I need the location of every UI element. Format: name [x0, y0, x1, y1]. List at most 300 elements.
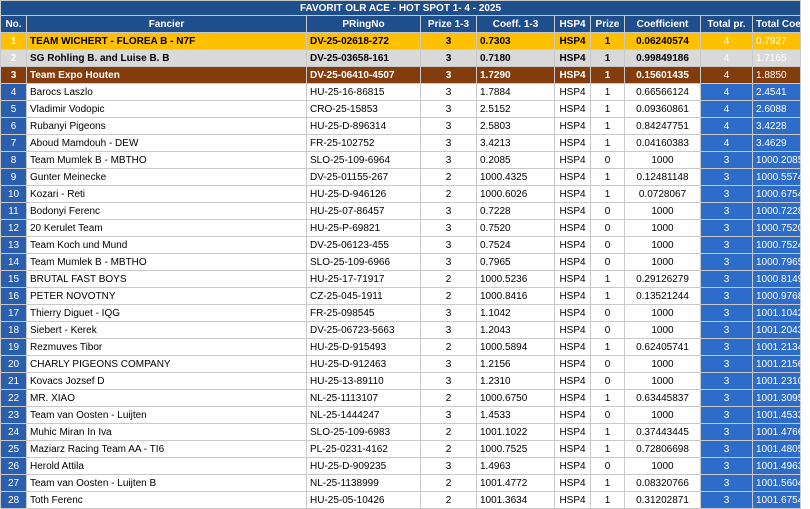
table-row — [1, 152, 801, 169]
table-row — [1, 458, 801, 475]
cell-prize: 1 — [591, 390, 625, 407]
cell-fancier: Team van Oosten - Luijten — [27, 407, 307, 424]
cell-total-coeff: 3.4629 — [753, 135, 801, 152]
cell-coeff-1-3: 1.4533 — [477, 407, 555, 424]
cell-no: 16 — [1, 288, 27, 305]
cell-prize-1-3: 3 — [421, 118, 477, 135]
cell-fancier: Maziarz Racing Team AA - TI6 — [27, 441, 307, 458]
cell-hsp4: HSP4 — [555, 356, 591, 373]
cell-total-coeff: 0.7927 — [753, 33, 801, 50]
cell-coeff-1-3: 2.5152 — [477, 101, 555, 118]
cell-prize: 1 — [591, 441, 625, 458]
cell-ringno: HU-25-13-89110 — [307, 373, 421, 390]
table-row — [1, 441, 801, 458]
cell-total-prize: 3 — [701, 152, 753, 169]
cell-ringno: HU-25-D-896314 — [307, 118, 421, 135]
cell-ringno: HU-25-D-912463 — [307, 356, 421, 373]
cell-total-prize: 3 — [701, 169, 753, 186]
cell-fancier: Team Mumlek B - MBTHO — [27, 152, 307, 169]
table-row — [1, 203, 801, 220]
cell-coeff-1-3: 1000.5236 — [477, 271, 555, 288]
cell-prize: 1 — [591, 169, 625, 186]
cell-hsp4: HSP4 — [555, 186, 591, 203]
cell-no: 24 — [1, 424, 27, 441]
table-row — [1, 407, 801, 424]
cell-prize: 1 — [591, 118, 625, 135]
cell-coefficient: 1000 — [625, 203, 701, 220]
cell-coefficient: 1000 — [625, 237, 701, 254]
cell-fancier: BRUTAL FAST BOYS — [27, 271, 307, 288]
cell-fancier: Team Mumlek B - MBTHO — [27, 254, 307, 271]
cell-total-coeff: 1001.4963 — [753, 458, 801, 475]
cell-coeff-1-3: 0.7303 — [477, 33, 555, 50]
cell-fancier: Team van Oosten - Luijten B — [27, 475, 307, 492]
cell-prize-1-3: 3 — [421, 458, 477, 475]
cell-no: 15 — [1, 271, 27, 288]
cell-prize: 1 — [591, 271, 625, 288]
cell-coefficient: 0.09360861 — [625, 101, 701, 118]
cell-ringno: DV-25-06410-4507 — [307, 67, 421, 84]
cell-fancier: Kozari - Reti — [27, 186, 307, 203]
cell-coefficient: 1000 — [625, 322, 701, 339]
cell-coeff-1-3: 0.2085 — [477, 152, 555, 169]
cell-hsp4: HSP4 — [555, 254, 591, 271]
cell-prize-1-3: 3 — [421, 203, 477, 220]
cell-prize: 1 — [591, 475, 625, 492]
cell-prize-1-3: 3 — [421, 373, 477, 390]
cell-total-prize: 4 — [701, 135, 753, 152]
cell-total-coeff: 1.8850 — [753, 67, 801, 84]
cell-total-prize: 3 — [701, 356, 753, 373]
header-no: No. — [1, 16, 27, 33]
cell-coeff-1-3: 1000.8416 — [477, 288, 555, 305]
cell-hsp4: HSP4 — [555, 441, 591, 458]
cell-coeff-1-3: 0.7524 — [477, 237, 555, 254]
cell-total-coeff: 1000.7228 — [753, 203, 801, 220]
cell-prize: 0 — [591, 356, 625, 373]
cell-total-prize: 4 — [701, 33, 753, 50]
cell-coeff-1-3: 2.5803 — [477, 118, 555, 135]
table-row — [1, 390, 801, 407]
cell-coefficient: 0.31202871 — [625, 492, 701, 509]
cell-coeff-1-3: 1000.7525 — [477, 441, 555, 458]
header-total-coeff: Total Coeff. — [753, 16, 801, 33]
cell-total-prize: 3 — [701, 407, 753, 424]
cell-coefficient: 0.15601435 — [625, 67, 701, 84]
cell-prize-1-3: 2 — [421, 424, 477, 441]
cell-coeff-1-3: 0.7965 — [477, 254, 555, 271]
cell-ringno: CZ-25-045-1911 — [307, 288, 421, 305]
cell-total-prize: 3 — [701, 390, 753, 407]
cell-total-coeff: 1001.2310 — [753, 373, 801, 390]
cell-prize-1-3: 2 — [421, 441, 477, 458]
cell-ringno: HU-25-D-946126 — [307, 186, 421, 203]
cell-prize-1-3: 3 — [421, 254, 477, 271]
cell-fancier: SG Rohling B. and Luise B. B — [27, 50, 307, 67]
cell-ringno: HU-25-D-915493 — [307, 339, 421, 356]
cell-no: 18 — [1, 322, 27, 339]
cell-prize: 1 — [591, 424, 625, 441]
cell-coeff-1-3: 1000.5894 — [477, 339, 555, 356]
cell-coeff-1-3: 1.4963 — [477, 458, 555, 475]
table-row — [1, 305, 801, 322]
table-row — [1, 254, 801, 271]
cell-coeff-1-3: 1000.6026 — [477, 186, 555, 203]
cell-total-prize: 3 — [701, 373, 753, 390]
cell-no: 2 — [1, 50, 27, 67]
cell-prize-1-3: 3 — [421, 101, 477, 118]
cell-no: 10 — [1, 186, 27, 203]
cell-coefficient: 1000 — [625, 458, 701, 475]
cell-coefficient: 0.62405741 — [625, 339, 701, 356]
cell-prize: 1 — [591, 492, 625, 509]
cell-total-prize: 4 — [701, 84, 753, 101]
cell-hsp4: HSP4 — [555, 84, 591, 101]
cell-prize-1-3: 3 — [421, 220, 477, 237]
cell-coefficient: 1000 — [625, 407, 701, 424]
cell-no: 4 — [1, 84, 27, 101]
cell-total-prize: 3 — [701, 458, 753, 475]
table-row — [1, 169, 801, 186]
cell-no: 8 — [1, 152, 27, 169]
cell-coefficient: 0.13521244 — [625, 288, 701, 305]
cell-prize-1-3: 3 — [421, 50, 477, 67]
cell-total-prize: 3 — [701, 203, 753, 220]
cell-hsp4: HSP4 — [555, 101, 591, 118]
cell-total-coeff: 1001.1042 — [753, 305, 801, 322]
cell-total-coeff: 1001.2156 — [753, 356, 801, 373]
cell-no: 26 — [1, 458, 27, 475]
header-prize: Prize — [591, 16, 625, 33]
cell-prize-1-3: 3 — [421, 33, 477, 50]
cell-ringno: PL-25-0231-4162 — [307, 441, 421, 458]
table-row — [1, 101, 801, 118]
cell-coefficient: 0.29126279 — [625, 271, 701, 288]
cell-prize: 0 — [591, 407, 625, 424]
cell-fancier: Muhic Miran In Iva — [27, 424, 307, 441]
cell-coefficient: 0.08320766 — [625, 475, 701, 492]
cell-coefficient: 0.04160383 — [625, 135, 701, 152]
table-row — [1, 67, 801, 84]
table-row — [1, 424, 801, 441]
cell-hsp4: HSP4 — [555, 322, 591, 339]
cell-hsp4: HSP4 — [555, 118, 591, 135]
cell-total-prize: 3 — [701, 186, 753, 203]
cell-total-coeff: 1000.7965 — [753, 254, 801, 271]
cell-total-prize: 3 — [701, 271, 753, 288]
table-row — [1, 118, 801, 135]
cell-ringno: HU-25-05-10426 — [307, 492, 421, 509]
cell-total-coeff: 1000.7524 — [753, 237, 801, 254]
cell-coefficient: 0.0728067 — [625, 186, 701, 203]
cell-prize-1-3: 3 — [421, 152, 477, 169]
cell-total-prize: 3 — [701, 288, 753, 305]
cell-total-coeff: 1001.4766 — [753, 424, 801, 441]
cell-coefficient: 0.66566124 — [625, 84, 701, 101]
cell-no: 13 — [1, 237, 27, 254]
cell-no: 9 — [1, 169, 27, 186]
header-fancier: Fancier — [27, 16, 307, 33]
cell-fancier: Toth Ferenc — [27, 492, 307, 509]
cell-coefficient: 0.37443445 — [625, 424, 701, 441]
cell-no: 25 — [1, 441, 27, 458]
cell-total-coeff: 1001.4533 — [753, 407, 801, 424]
cell-total-coeff: 3.4228 — [753, 118, 801, 135]
cell-hsp4: HSP4 — [555, 373, 591, 390]
cell-ringno: FR-25-102752 — [307, 135, 421, 152]
table-row — [1, 271, 801, 288]
cell-ringno: HU-25-P-69821 — [307, 220, 421, 237]
cell-no: 5 — [1, 101, 27, 118]
cell-total-coeff: 1.7165 — [753, 50, 801, 67]
cell-coeff-1-3: 1.2310 — [477, 373, 555, 390]
cell-coeff-1-3: 1.1042 — [477, 305, 555, 322]
cell-prize: 0 — [591, 458, 625, 475]
cell-no: 1 — [1, 33, 27, 50]
sheet-title: FAVORIT OLR ACE - HOT SPOT 1- 4 - 2025 — [1, 1, 801, 16]
cell-prize-1-3: 3 — [421, 356, 477, 373]
cell-ringno: SLO-25-109-6983 — [307, 424, 421, 441]
cell-fancier: Barocs Laszlo — [27, 84, 307, 101]
table-row — [1, 84, 801, 101]
cell-hsp4: HSP4 — [555, 390, 591, 407]
cell-hsp4: HSP4 — [555, 169, 591, 186]
cell-prize-1-3: 2 — [421, 169, 477, 186]
cell-prize-1-3: 2 — [421, 186, 477, 203]
cell-total-prize: 3 — [701, 339, 753, 356]
cell-fancier: Gunter Meinecke — [27, 169, 307, 186]
cell-prize-1-3: 3 — [421, 237, 477, 254]
cell-fancier: MR. XIAO — [27, 390, 307, 407]
cell-hsp4: HSP4 — [555, 67, 591, 84]
cell-prize: 0 — [591, 373, 625, 390]
cell-no: 21 — [1, 373, 27, 390]
cell-coefficient: 1000 — [625, 356, 701, 373]
cell-no: 20 — [1, 356, 27, 373]
cell-fancier: Rubanyi Pigeons — [27, 118, 307, 135]
cell-ringno: NL-25-1138999 — [307, 475, 421, 492]
cell-coeff-1-3: 1.7290 — [477, 67, 555, 84]
cell-hsp4: HSP4 — [555, 135, 591, 152]
cell-prize: 0 — [591, 237, 625, 254]
cell-hsp4: HSP4 — [555, 50, 591, 67]
cell-no: 6 — [1, 118, 27, 135]
cell-coefficient: 1000 — [625, 305, 701, 322]
cell-hsp4: HSP4 — [555, 305, 591, 322]
cell-no: 7 — [1, 135, 27, 152]
cell-hsp4: HSP4 — [555, 424, 591, 441]
cell-coefficient: 0.72806698 — [625, 441, 701, 458]
cell-total-coeff: 1001.4805 — [753, 441, 801, 458]
table-row — [1, 475, 801, 492]
cell-ringno: HU-25-16-86815 — [307, 84, 421, 101]
cell-coeff-1-3: 1.7884 — [477, 84, 555, 101]
cell-prize-1-3: 2 — [421, 271, 477, 288]
cell-prize: 0 — [591, 322, 625, 339]
cell-ringno: DV-25-02618-272 — [307, 33, 421, 50]
cell-total-coeff: 1000.7520 — [753, 220, 801, 237]
cell-total-prize: 4 — [701, 67, 753, 84]
cell-total-prize: 3 — [701, 492, 753, 509]
table-row — [1, 237, 801, 254]
cell-fancier: TEAM WICHERT - FLOREA B - N7F — [27, 33, 307, 50]
cell-coefficient: 0.06240574 — [625, 33, 701, 50]
cell-prize-1-3: 2 — [421, 288, 477, 305]
table-row — [1, 356, 801, 373]
cell-ringno: HU-25-D-909235 — [307, 458, 421, 475]
cell-coeff-1-3: 1001.4772 — [477, 475, 555, 492]
cell-total-coeff: 2.6088 — [753, 101, 801, 118]
cell-prize-1-3: 3 — [421, 407, 477, 424]
cell-total-prize: 4 — [701, 101, 753, 118]
cell-coefficient: 1000 — [625, 152, 701, 169]
cell-fancier: Kovacs Jozsef D — [27, 373, 307, 390]
cell-total-coeff: 1000.2085 — [753, 152, 801, 169]
cell-hsp4: HSP4 — [555, 203, 591, 220]
cell-ringno: NL-25-1444247 — [307, 407, 421, 424]
cell-fancier: PETER NOVOTNY — [27, 288, 307, 305]
header-row — [1, 16, 801, 33]
table-row — [1, 220, 801, 237]
table-row — [1, 33, 801, 50]
cell-total-coeff: 1001.5604 — [753, 475, 801, 492]
cell-total-coeff: 1000.5574 — [753, 169, 801, 186]
cell-prize-1-3: 2 — [421, 492, 477, 509]
cell-coeff-1-3: 1001.1022 — [477, 424, 555, 441]
cell-ringno: HU-25-17-71917 — [307, 271, 421, 288]
cell-fancier: Team Expo Houten — [27, 67, 307, 84]
cell-fancier: Bodonyi Ferenc — [27, 203, 307, 220]
header-ringno: PRingNo — [307, 16, 421, 33]
cell-prize: 1 — [591, 339, 625, 356]
cell-fancier: Vladimir Vodopic — [27, 101, 307, 118]
cell-prize: 1 — [591, 186, 625, 203]
cell-fancier: Herold Attila — [27, 458, 307, 475]
cell-prize-1-3: 3 — [421, 322, 477, 339]
cell-prize-1-3: 3 — [421, 135, 477, 152]
cell-no: 12 — [1, 220, 27, 237]
cell-hsp4: HSP4 — [555, 475, 591, 492]
cell-hsp4: HSP4 — [555, 458, 591, 475]
table-row — [1, 186, 801, 203]
cell-coefficient: 0.63445837 — [625, 390, 701, 407]
cell-coeff-1-3: 1.2043 — [477, 322, 555, 339]
cell-coeff-1-3: 1000.4325 — [477, 169, 555, 186]
cell-total-prize: 4 — [701, 118, 753, 135]
cell-no: 28 — [1, 492, 27, 509]
cell-total-coeff: 1000.9768 — [753, 288, 801, 305]
cell-total-coeff: 1001.2134 — [753, 339, 801, 356]
cell-coeff-1-3: 0.7520 — [477, 220, 555, 237]
cell-coeff-1-3: 0.7228 — [477, 203, 555, 220]
header-total-prize: Total pr. — [701, 16, 753, 33]
cell-hsp4: HSP4 — [555, 152, 591, 169]
cell-hsp4: HSP4 — [555, 407, 591, 424]
cell-total-prize: 3 — [701, 220, 753, 237]
cell-prize: 1 — [591, 288, 625, 305]
cell-prize-1-3: 3 — [421, 305, 477, 322]
cell-total-prize: 3 — [701, 475, 753, 492]
table-row — [1, 322, 801, 339]
cell-prize-1-3: 2 — [421, 390, 477, 407]
cell-total-coeff: 1001.6754 — [753, 492, 801, 509]
cell-coefficient: 0.99849186 — [625, 50, 701, 67]
cell-no: 22 — [1, 390, 27, 407]
cell-ringno: DV-25-03658-161 — [307, 50, 421, 67]
cell-fancier: Rezmuves Tibor — [27, 339, 307, 356]
cell-no: 19 — [1, 339, 27, 356]
cell-total-prize: 3 — [701, 322, 753, 339]
cell-prize: 0 — [591, 220, 625, 237]
cell-no: 3 — [1, 67, 27, 84]
cell-fancier: Siebert - Kerek — [27, 322, 307, 339]
cell-coeff-1-3: 1000.6750 — [477, 390, 555, 407]
cell-coeff-1-3: 1001.3634 — [477, 492, 555, 509]
table-row — [1, 492, 801, 509]
cell-coefficient: 1000 — [625, 254, 701, 271]
cell-fancier: Thierry Diguet - IQG — [27, 305, 307, 322]
cell-ringno: FR-25-098545 — [307, 305, 421, 322]
cell-prize: 0 — [591, 254, 625, 271]
cell-coeff-1-3: 3.4213 — [477, 135, 555, 152]
cell-coefficient: 0.84247751 — [625, 118, 701, 135]
cell-no: 11 — [1, 203, 27, 220]
cell-hsp4: HSP4 — [555, 237, 591, 254]
table-row — [1, 373, 801, 390]
cell-hsp4: HSP4 — [555, 33, 591, 50]
cell-hsp4: HSP4 — [555, 339, 591, 356]
cell-total-coeff: 1001.2043 — [753, 322, 801, 339]
table-row — [1, 288, 801, 305]
cell-ringno: DV-25-01155-267 — [307, 169, 421, 186]
cell-total-coeff: 1001.3095 — [753, 390, 801, 407]
cell-prize: 0 — [591, 203, 625, 220]
cell-hsp4: HSP4 — [555, 271, 591, 288]
cell-prize: 1 — [591, 67, 625, 84]
header-coefficient: Coefficient — [625, 16, 701, 33]
cell-prize: 0 — [591, 305, 625, 322]
cell-hsp4: HSP4 — [555, 220, 591, 237]
cell-coefficient: 1000 — [625, 373, 701, 390]
cell-total-prize: 3 — [701, 441, 753, 458]
cell-no: 14 — [1, 254, 27, 271]
cell-coefficient: 0.12481148 — [625, 169, 701, 186]
cell-total-prize: 3 — [701, 237, 753, 254]
cell-prize-1-3: 3 — [421, 67, 477, 84]
cell-prize: 0 — [591, 152, 625, 169]
cell-ringno: DV-25-06123-455 — [307, 237, 421, 254]
cell-total-prize: 3 — [701, 424, 753, 441]
cell-total-coeff: 1000.8149 — [753, 271, 801, 288]
table-row — [1, 50, 801, 67]
cell-no: 17 — [1, 305, 27, 322]
header-hsp4: HSP4 — [555, 16, 591, 33]
cell-coeff-1-3: 0.7180 — [477, 50, 555, 67]
header-coeff-1-3: Coeff. 1-3 — [477, 16, 555, 33]
cell-fancier: CHARLY PIGEONS COMPANY — [27, 356, 307, 373]
header-prize-1-3: Prize 1-3 — [421, 16, 477, 33]
cell-ringno: SLO-25-109-6964 — [307, 152, 421, 169]
cell-no: 23 — [1, 407, 27, 424]
cell-prize: 1 — [591, 50, 625, 67]
cell-coeff-1-3: 1.2156 — [477, 356, 555, 373]
table-body — [1, 33, 804, 509]
cell-prize-1-3: 2 — [421, 475, 477, 492]
table-row — [1, 339, 801, 356]
cell-total-coeff: 2.4541 — [753, 84, 801, 101]
cell-ringno: CRO-25-15853 — [307, 101, 421, 118]
cell-coefficient: 1000 — [625, 220, 701, 237]
